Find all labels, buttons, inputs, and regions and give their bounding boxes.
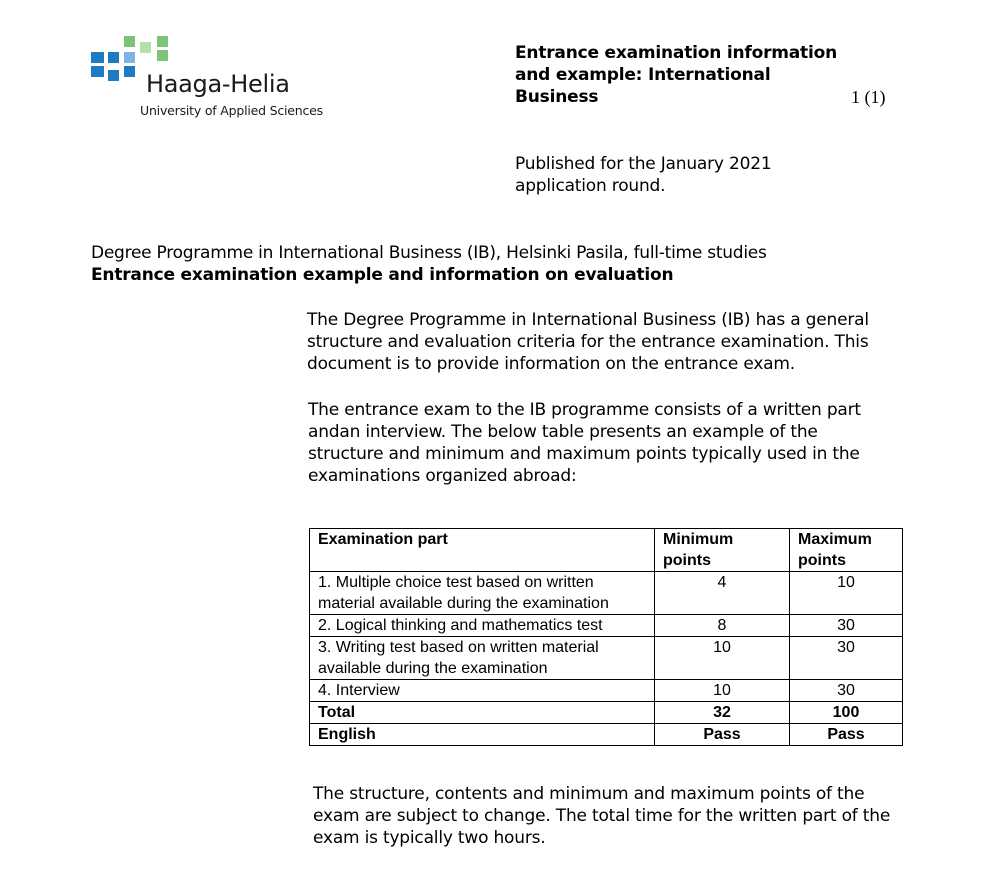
logo-square	[108, 52, 119, 63]
logo-name: Haaga-Helia	[146, 70, 290, 98]
table-row	[310, 572, 903, 615]
logo-square	[157, 36, 168, 47]
row-part: 3. Writing test based on written material available during the examination	[310, 637, 655, 680]
row-part: English	[310, 724, 655, 746]
row-min: 4	[655, 572, 790, 615]
logo-subtitle: University of Applied Sciences	[140, 103, 323, 118]
published-note: Published for the January 2021 application round.	[515, 154, 772, 196]
logo-square	[140, 42, 151, 53]
row-max: 30	[790, 615, 903, 637]
header-maximum-points: Maximum points	[790, 529, 903, 572]
programme-line: Degree Programme in International Business (IB), Helsinki Pasila, full-time studies	[91, 243, 767, 263]
row-part: 4. Interview	[310, 680, 655, 702]
section-heading: Entrance examination example and information on evaluation	[91, 265, 674, 285]
table-row	[310, 615, 903, 637]
row-part: 1. Multiple choice test based on written material available during the examination	[310, 572, 655, 615]
logo-square	[124, 52, 135, 63]
row-min: 10	[655, 637, 790, 680]
row-max: 30	[790, 637, 903, 680]
haaga-helia-logo	[90, 36, 323, 120]
change-note-paragraph: The structure, contents and minimum and maximum points of the exam are subject to change. The total time for the written part of the exam is typically two hours.	[313, 784, 891, 848]
logo-square	[124, 36, 135, 47]
row-min: 10	[655, 680, 790, 702]
row-part: 2. Logical thinking and mathematics test	[310, 615, 655, 637]
row-min: 32	[655, 702, 790, 724]
row-max: 10	[790, 572, 903, 615]
row-part: Total	[310, 702, 655, 724]
table-header-row	[310, 529, 903, 572]
table-row-total	[310, 702, 903, 724]
row-max: 30	[790, 680, 903, 702]
logo-square	[157, 50, 168, 61]
row-max: 100	[790, 702, 903, 724]
header-minimum-points: Minimum points	[655, 529, 790, 572]
logo-square	[108, 70, 119, 81]
table-row	[310, 680, 903, 702]
row-max: Pass	[790, 724, 903, 746]
table-row	[310, 637, 903, 680]
logo-square	[124, 66, 135, 77]
intro-paragraph: The Degree Programme in International Business (IB) has a general structure and evaluation criteria for the entrance examination. This document is to provide information on the entrance exam.	[307, 310, 869, 374]
header-examination-part: Examination part	[310, 529, 655, 572]
logo-square	[91, 66, 104, 77]
page-number: 1 (1)	[851, 87, 886, 107]
document-title: Entrance examination information and example: International Business	[515, 43, 837, 107]
structure-paragraph: The entrance exam to the IB programme consists of a written part andan interview. The below table presents an example of the structure and minimum and maximum points typically used in the examinations organized abroad:	[308, 400, 861, 486]
logo-square	[91, 52, 104, 63]
row-min: Pass	[655, 724, 790, 746]
row-min: 8	[655, 615, 790, 637]
table-row-english	[310, 724, 903, 746]
examination-table	[309, 528, 903, 746]
